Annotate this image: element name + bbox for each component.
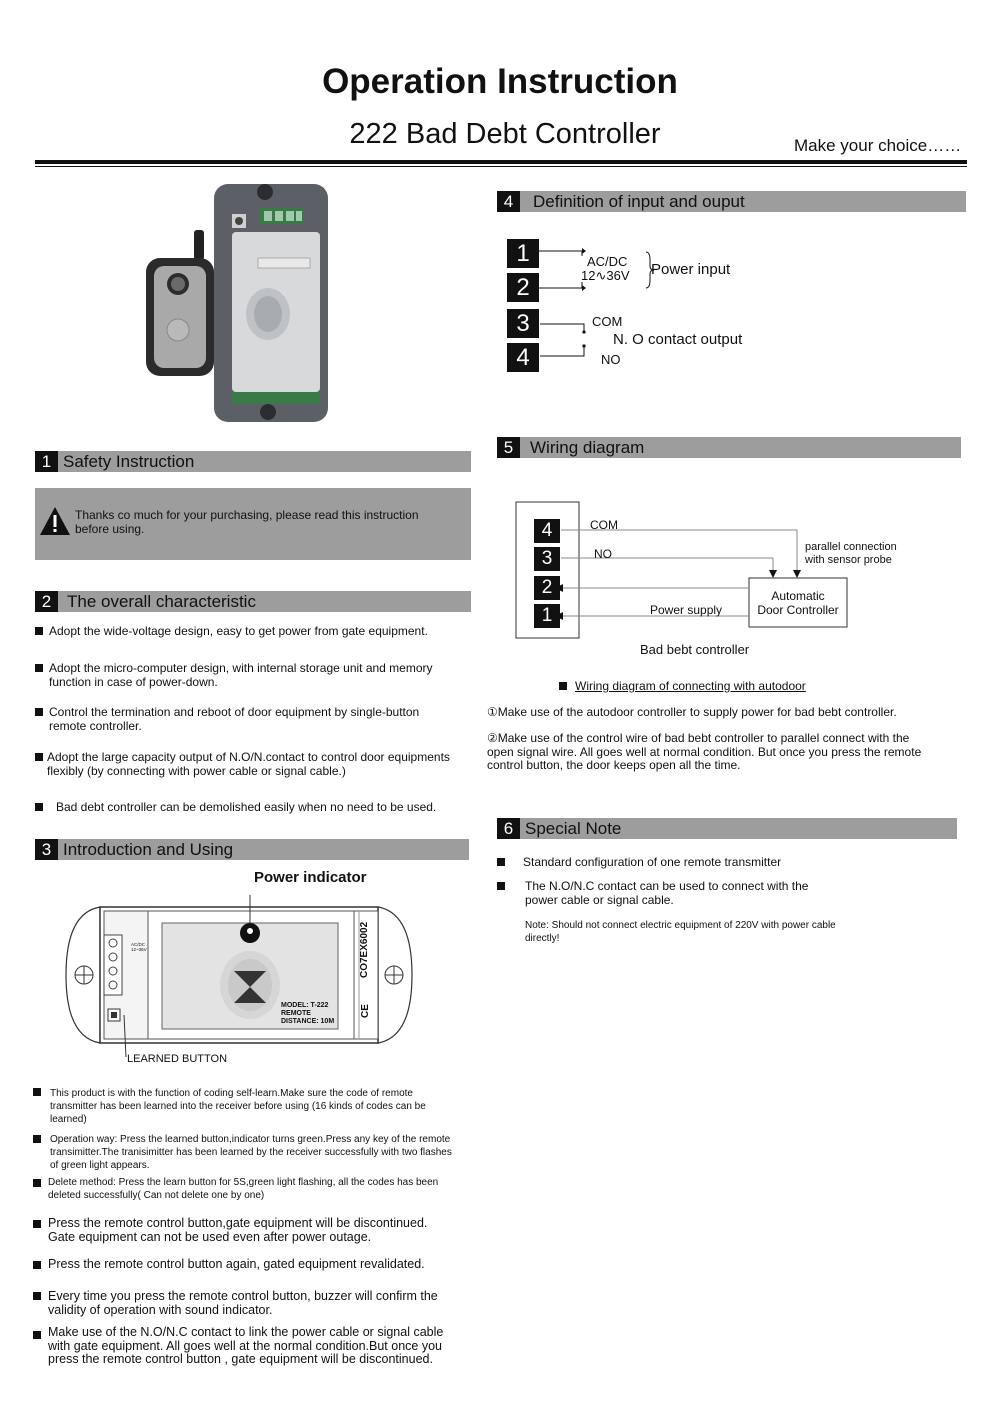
ce-mark: CE xyxy=(360,1004,371,1018)
product-photo xyxy=(140,180,340,430)
wiring-note-2: ②Make use of the control wire of bad bebt controller to parallel connect with the open signal wire. All goes well at normal condition. But once you press the remote control button, the door keeps open all the time. xyxy=(487,731,922,772)
wiring-terminal-3: 3 xyxy=(534,547,560,571)
terminal-3: 3 xyxy=(507,309,539,338)
intro-note-large: Press the remote control button,gate equipment will be discontinued. Gate equipment can not be used even after power outage. xyxy=(48,1216,428,1244)
bullet xyxy=(559,682,567,690)
section-3-number: 3 xyxy=(35,839,58,860)
device-drawing xyxy=(64,893,414,1063)
door-controller-box xyxy=(749,589,847,617)
page-title: Operation Instruction xyxy=(322,62,678,101)
section-6-title: Special Note xyxy=(525,819,622,838)
intro-note-large: Press the remote control button again, gated equipment revalidated. xyxy=(48,1257,425,1271)
wiring-no-label: NO xyxy=(594,547,612,561)
model-label xyxy=(281,1002,334,1026)
terminal-1: 1 xyxy=(507,239,539,268)
bullet xyxy=(35,664,43,672)
bullet xyxy=(33,1135,41,1143)
characteristic-item: Adopt the large capacity output of N.O/N.contact to control door equipments flexibly (by connecting with power cable or signal cable.) xyxy=(47,750,450,778)
page-subtitle: 222 Bad Debt Controller xyxy=(349,118,661,150)
bullet xyxy=(33,1179,41,1187)
intro-note: Delete method: Press the learn button for 5S,green light flashing, all the codes has been deleted successfully( Can not delete one by one) xyxy=(48,1177,439,1201)
terminal-label: AC/DC 12~36V xyxy=(131,942,147,952)
section-4-number: 4 xyxy=(497,191,520,212)
wiring-note-1: ①Make use of the autodoor controller to supply power for bad bebt controller. xyxy=(487,705,897,719)
section-5-number: 5 xyxy=(497,437,520,458)
bullet xyxy=(497,882,505,890)
wiring-com-label: COM xyxy=(590,518,618,532)
wiring-terminal-1: 1 xyxy=(534,604,560,628)
section-6-header xyxy=(497,818,957,839)
characteristic-item: Adopt the micro-computer design, with internal storage unit and memory function in case of power-down. xyxy=(49,661,433,689)
voltage-label: 12∿36V xyxy=(581,268,630,283)
intro-note: Operation way: Press the learned button,indicator turns green.Press any key of the remote transimitter.The tranisimitter has been learned by the receiver successfully with two flashes of green light appears. xyxy=(50,1134,452,1171)
bullet xyxy=(33,1292,41,1300)
section-2-header xyxy=(35,591,471,612)
bullet xyxy=(33,1088,41,1096)
section-4-title: Definition of input and ouput xyxy=(533,192,745,211)
automatic-label: Automatic xyxy=(771,589,825,603)
power-supply-label: Power supply xyxy=(650,603,723,617)
bullet xyxy=(33,1220,41,1228)
special-item: The N.O/N.C contact can be used to connect with the power cable or signal cable. xyxy=(525,879,809,907)
bullet xyxy=(35,753,43,761)
section-1-header xyxy=(35,451,471,472)
section-3-title: Introduction and Using xyxy=(63,840,234,859)
terminal-2: 2 xyxy=(507,273,539,302)
wiring-caption: Wiring diagram of connecting with autodoor xyxy=(575,679,806,693)
bullet xyxy=(35,803,43,811)
model-line: MODEL: T-222 xyxy=(281,1002,329,1009)
controller-label: Bad bebt controller xyxy=(640,642,750,657)
intro-note-large: Every time you press the remote control button, buzzer will confirm the validity of operation with sound indicator. xyxy=(48,1289,438,1317)
wiring-terminal-4: 4 xyxy=(534,519,560,543)
bullet xyxy=(35,708,43,716)
section-3-header xyxy=(35,839,469,860)
section-4-header xyxy=(497,191,966,212)
characteristic-item: Adopt the wide-voltage design, easy to get power from gate equipment. xyxy=(49,624,428,638)
special-note: Note: Should not connect electric equipment of 220V with power cable directly! xyxy=(525,920,836,944)
remote-line: REMOTE xyxy=(281,1010,311,1017)
section-6-number: 6 xyxy=(497,818,520,839)
section-2-title: The overall characteristic xyxy=(67,592,256,611)
device-code: CO7EX6002 xyxy=(359,921,370,978)
warning-icon xyxy=(39,506,71,536)
special-item: Standard configuration of one remote transmitter xyxy=(523,855,782,869)
section-5-title: Wiring diagram xyxy=(530,438,645,457)
safety-box xyxy=(35,488,471,560)
header-rule xyxy=(35,160,967,164)
intro-note: This product is with the function of coding self-learn.Make sure the code of remote transmitter has been learned into the receiver before using (16 kinds of codes can be learned) xyxy=(50,1088,426,1125)
terminal-4: 4 xyxy=(507,343,539,372)
bullet xyxy=(33,1331,41,1339)
section-1-title: Safety Instruction xyxy=(63,452,195,471)
bullet xyxy=(33,1261,41,1269)
characteristic-item: Control the termination and reboot of door equipment by single-button remote controller. xyxy=(49,705,420,733)
no-contact-label: N. O contact output xyxy=(613,331,743,348)
power-input-label: Power input xyxy=(651,261,731,278)
tagline: Make your choice…… xyxy=(794,136,962,155)
wiring-terminal-2: 2 xyxy=(534,576,560,600)
bullet xyxy=(497,858,505,866)
safety-text: Thanks co much for your purchasing, please read this instruction before using. xyxy=(75,508,419,536)
header-rule-thin xyxy=(35,166,967,167)
section-1-number: 1 xyxy=(35,451,58,472)
wiring-diagram xyxy=(515,500,855,640)
door-controller-label: Door Controller xyxy=(757,603,839,617)
acdc-label: AC/DC xyxy=(587,254,628,269)
characteristic-item: Bad debt controller can be demolished easily when no need to be used. xyxy=(56,800,437,814)
section-5-header xyxy=(497,437,961,458)
power-indicator-label: Power indicator xyxy=(254,869,367,886)
remote-antenna xyxy=(194,230,204,260)
parallel-label: parallel connection with sensor probe xyxy=(805,541,897,566)
intro-note-large: Make use of the N.O/N.C contact to link the power cable or signal cable with gate equipment. All goes well at the normal condition.But once you press the remote control button , gate equipment will be discontinued. xyxy=(48,1325,444,1366)
learned-button-label: LEARNED BUTTON xyxy=(127,1053,228,1065)
no-label: NO xyxy=(601,352,621,367)
section-2-number: 2 xyxy=(35,591,58,612)
distance-line: DISTANCE: 10M xyxy=(281,1018,335,1025)
bullet xyxy=(35,627,43,635)
com-label: COM xyxy=(592,314,623,329)
